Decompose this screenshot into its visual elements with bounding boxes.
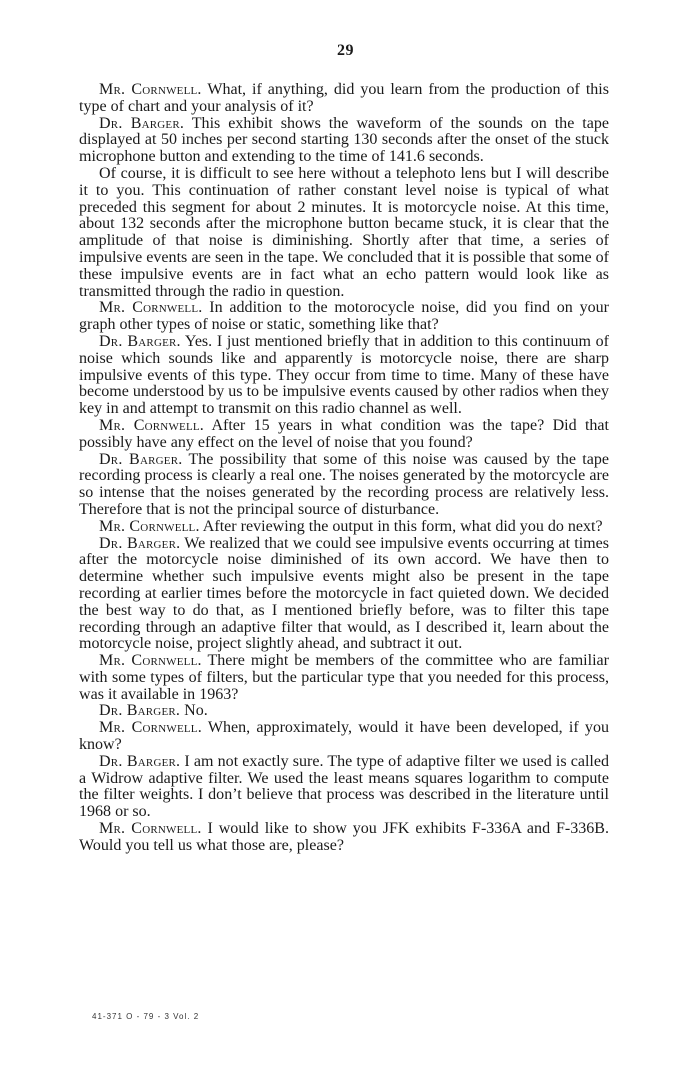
speaker-name: Mr. Cornwell. — [99, 517, 200, 535]
transcript-paragraph — [79, 166, 609, 300]
speaker-name: Dr. Barger. — [99, 332, 181, 350]
transcript-paragraph — [79, 82, 609, 116]
transcript-paragraph — [79, 334, 609, 418]
transcript-body — [79, 82, 609, 855]
speaker-name: Dr. Barger. — [99, 534, 181, 552]
transcript-paragraph — [79, 703, 609, 720]
transcript-paragraph — [79, 300, 609, 334]
transcript-paragraph — [79, 653, 609, 703]
paragraph-text: When, approximately, would it have been developed, if you know? — [79, 719, 609, 754]
paragraph-text: What, if anything, did you learn from the production of this type of chart and your analysis of it? — [79, 81, 609, 115]
transcript-paragraph — [79, 720, 609, 754]
speaker-name: Dr. Barger. — [99, 450, 183, 468]
paragraph-text: After reviewing the output in this form, what did you do next? — [199, 517, 603, 535]
transcript-paragraph — [79, 754, 609, 821]
paragraph-text: The possibility that some of this noise was caused by the tape recording process is clearly a real one. The noises generated by the motorcycle are so intense that the noises generated by the recording process are relatively less. Therefore that is not the principal source of disturbance. — [79, 450, 609, 518]
paragraph-text: No. — [180, 702, 208, 720]
paragraph-text: Of course, it is difficult to see here without a telephoto lens but I will describe it to you. This continuation of rather constant level noise is typical of what preceded this segment for about 2 minutes. It is motorcycle noise. At this time, about 132 seconds after the microphone button became stuck, it is clear that the amplitude of that noise is diminishing. Shortly after that time, a series of impulsive events are seen in the tape. We concluded that it is possible that some of these impulsive events are in fact what an echo pattern would look like as transmitted through the radio in question. — [79, 164, 609, 300]
speaker-name: Mr. Cornwell. — [99, 652, 202, 670]
speaker-name: Dr. Barger. — [99, 114, 185, 132]
paragraph-text: After 15 years in what condition was the tape? Did that possibly have any effect on the level of noise that you found? — [79, 416, 609, 451]
paragraph-text: We realized that we could see impulsive events occurring at times after the motorcycle noise diminished of its own accord. We have then to determine whether such impulsive events might also be present in the tape recording at earlier times before the motorcycle in fact quieted down. We decided the best way to do that, as I mentioned briefly before, was to filter this tape recording through an adaptive filter that would, as I described it, learn about the motorcycle noise, project slightly ahead, and subtract it out. — [79, 534, 609, 653]
speaker-name: Dr. Barger. — [99, 702, 181, 720]
paragraph-text: There might be members of the committee who are familiar with some types of filters, but the particular type that you needed for this process, was it available in 1963? — [79, 652, 609, 703]
transcript-paragraph — [79, 519, 609, 536]
page-number: 29 — [337, 42, 354, 59]
paragraph-text: In addition to the motorocycle noise, did you find on your graph other types of noise or static, something like that? — [79, 299, 609, 334]
speaker-name: Mr. Cornwell. — [99, 416, 204, 434]
paragraph-text: This exhibit shows the waveform of the sounds on the tape displayed at 50 inches per second starting 130 seconds after the onset of the stuck microphone button and extending to the time of 141.6 seconds. — [79, 114, 609, 166]
transcript-paragraph — [79, 418, 609, 452]
speaker-name: Mr. Cornwell. — [99, 719, 202, 737]
transcript-paragraph — [79, 452, 609, 519]
transcript-paragraph — [79, 116, 609, 166]
paragraph-text: I would like to show you JFK exhibits F-336A and F-336B. Would you tell us what those are, please? — [79, 820, 609, 854]
speaker-name: Mr. Cornwell. — [99, 820, 202, 838]
paragraph-text: I am not exactly sure. The type of adaptive filter we used is called a Widrow adaptive filter. We used the least means squares logarithm to compute the filter weights. I don’t believe that process was described in the literature until 1968 or so. — [79, 752, 609, 821]
print-code-footer: 41-371 O - 79 - 3 Vol. 2 — [92, 1012, 200, 1021]
transcript-paragraph — [79, 821, 609, 855]
speaker-name: Mr. Cornwell. — [99, 81, 202, 98]
paragraph-text: Yes. I just mentioned briefly that in addition to this continuum of noise which sounds like and apparently is motorcycle noise, there are sharp impulsive events of this type. They occur from time to time. Many of these have become understood by us to be impulsive events caused by other radios when they key in and attempt to transmit on this radio channel as well. — [79, 332, 609, 418]
speaker-name: Dr. Barger. — [99, 752, 181, 770]
transcript-paragraph — [79, 536, 609, 654]
speaker-name: Mr. Cornwell. — [99, 299, 203, 317]
